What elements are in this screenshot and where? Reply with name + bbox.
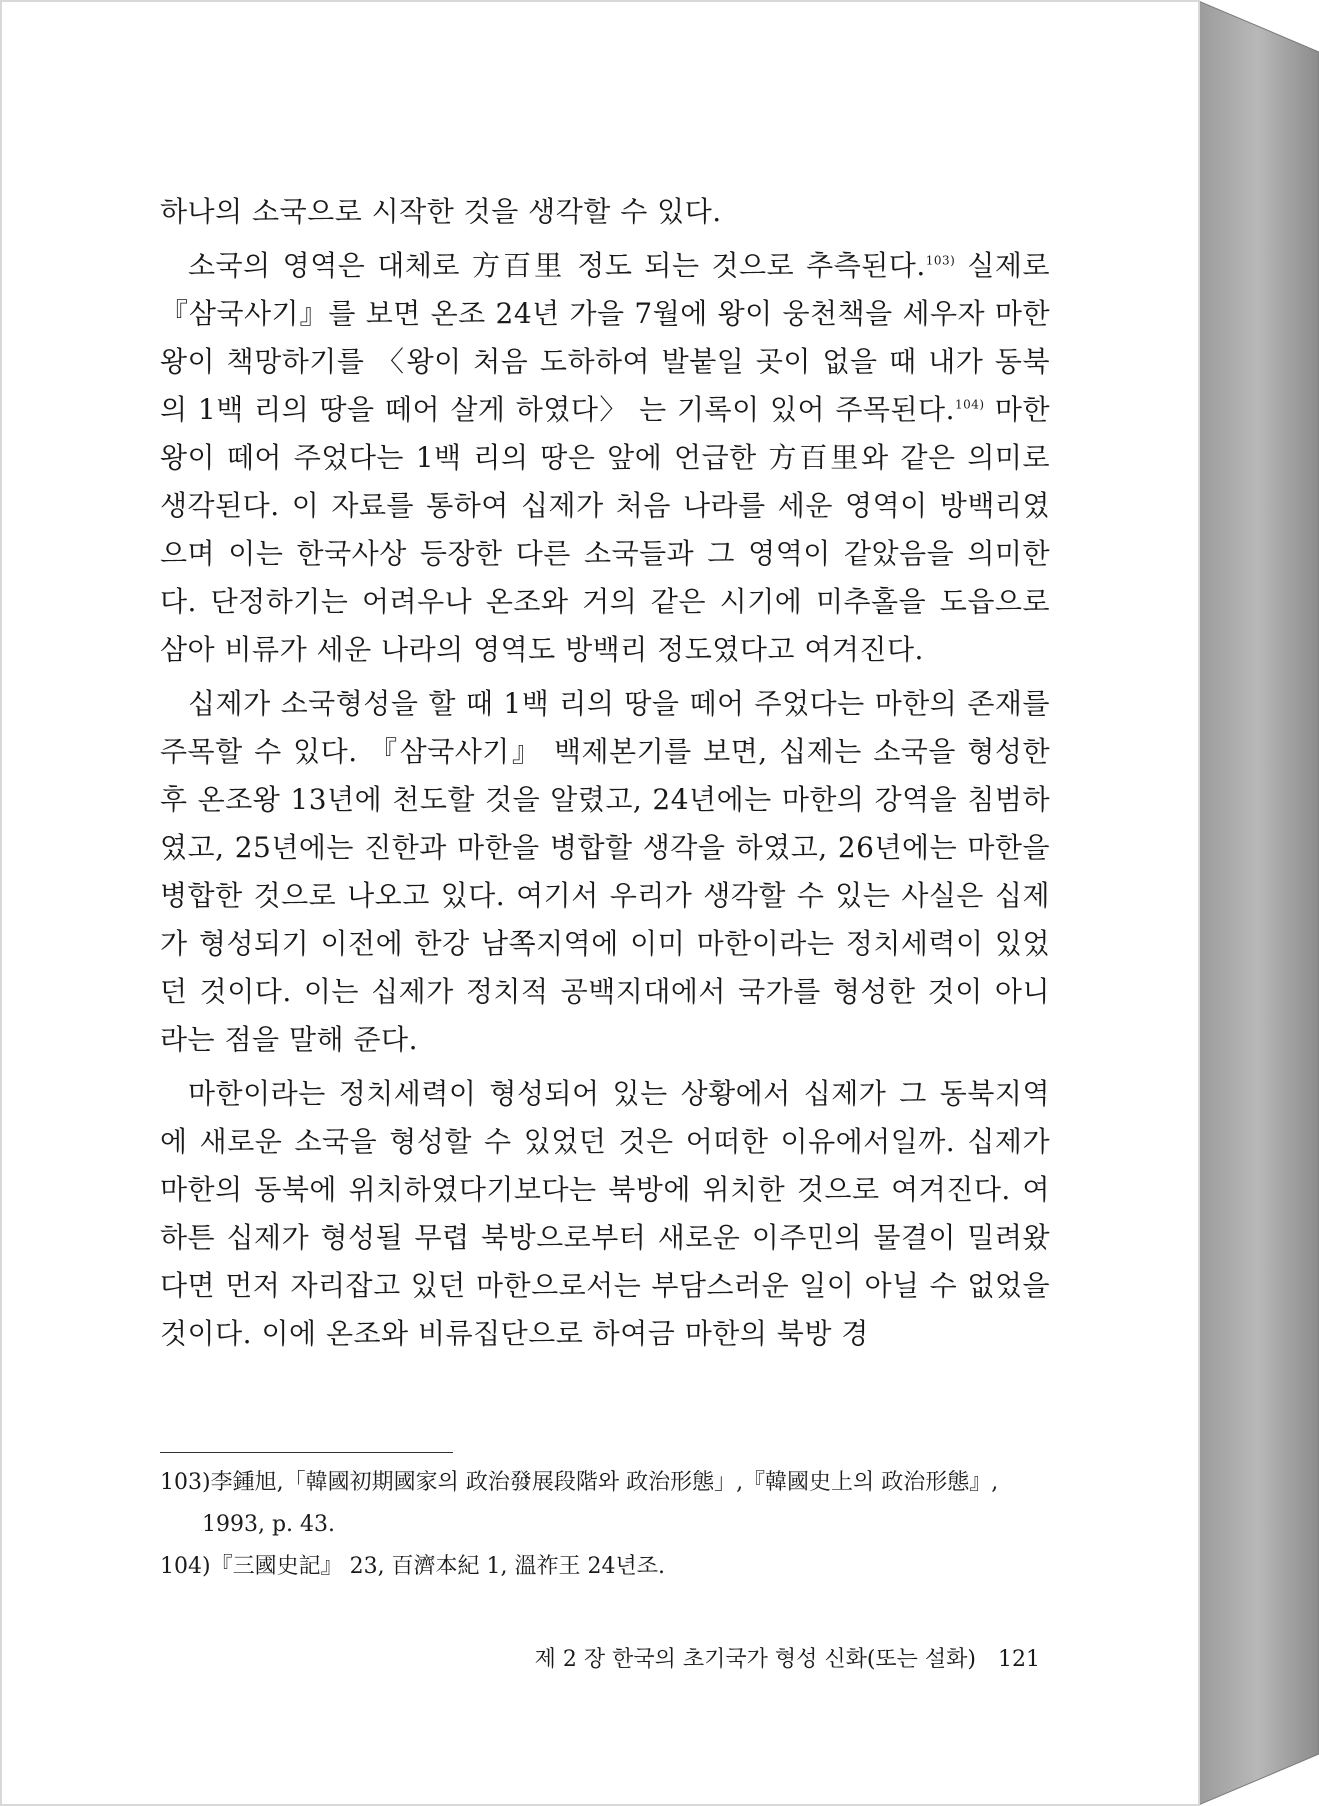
footnote-text: 李鍾旭,「韓國初期國家의 政治發展段階와 政治形態」,『韓國史上의 政治形態』, [210,1470,999,1495]
paragraph-text: 마한이라는 정치세력이 형성되어 있는 상황에서 십제가 그 동북지역에 새로운 소국을 형성할 수 있었던 것은 어떠한 이유에서일까. 십제가 마한의 동북에 위치하였다기보다는 북방에 위치한 것으로 여겨진다. 여하튼 십제가 형성될 무렵 북방으로부터 새로운 이주민의 물결이 밀려왔다면 먼저 자리잡고 있던 마한으로서는 부담스러운 일이 아닐 수 없었을 것이다. 이에 온조와 비류집단으로 하여금 마한의 북방 경 [160,1077,1050,1350]
page-number: 121 [998,1647,1040,1672]
footnote-104 [160,1548,1050,1586]
running-footer [535,1642,1040,1673]
paragraph-text: 하나의 소국으로 시작한 것을 생각할 수 있다. [160,195,722,228]
body-paragraph [160,242,1050,674]
paragraph-text: 실제로 『삼국사기』를 보면 온조 24년 가을 7월에 왕이 웅천책을 세우자 마한왕이 책망하기를 〈왕이 처음 도하하여 발붙일 곳이 없을 때 내가 동북의 1백 리의 땅을 떼어 살게 하였다〉 는 기록이 있어 주목된다. [160,249,1050,426]
book-side-edge [1196,0,1319,1806]
footnote-number: 104) [160,1554,211,1579]
footnote-103 [160,1464,1050,1502]
footnote-reference: 103) [925,253,956,268]
footnote-text: 『三國史記』 23, 百濟本紀 1, 溫祚王 24년조. [210,1554,666,1579]
footnote-rule [160,1452,453,1453]
chapter-title: 제 2 장 한국의 초기국가 형성 신화(또는 설화) [534,1647,976,1672]
paragraph-text: 마한왕이 떼어 주었다는 1백 리의 땅은 앞에 언급한 方百里와 같은 의미로 생각된다. 이 자료를 통하여 십제가 처음 나라를 세운 영역이 방백리였으며 이는 한국사상 등장한 다른 소국들과 그 영역이 같았음을 의미한다. 단정하기는 어려우나 온조와 거의 같은 시기에 미추홀을 도읍으로 삼아 비류가 세운 나라의 영역도 방백리 정도였다고 여겨진다. [160,393,1051,666]
footnotes [160,1464,1050,1590]
body-text [160,188,1050,1358]
paragraph-text: 십제가 소국형성을 할 때 1백 리의 땅을 떼어 주었다는 마한의 존재를 주목할 수 있다. 『삼국사기』 백제본기를 보면, 십제는 소국을 형성한 후 온조왕 13년에 천도할 것을 알렸고, 24년에는 마한의 강역을 침범하였고, 25년에는 진한과 마한을 병합할 생각을 하였고, 26년에는 마한을 병합한 것으로 나오고 있다. 여기서 우리가 생각할 수 있는 사실은 십제가 형성되기 이전에 한강 남쪽지역에 이미 마한이라는 정치세력이 있었던 것이다. 이는 십제가 정치적 공백지대에서 국가를 형성한 것이 아니라는 점을 말해 준다. [160,687,1050,1056]
body-paragraph [160,1070,1050,1358]
footnote-number: 103) [160,1470,211,1495]
footnote-103-continued [160,1506,1050,1544]
footnote-text-continued: 1993, p. 43. [202,1512,336,1537]
paragraph-text: 소국의 영역은 대체로 方百里 정도 되는 것으로 추측된다. [188,249,926,282]
body-paragraph [160,680,1050,1064]
body-paragraph [160,188,1050,236]
footnote-reference: 104) [954,397,985,412]
